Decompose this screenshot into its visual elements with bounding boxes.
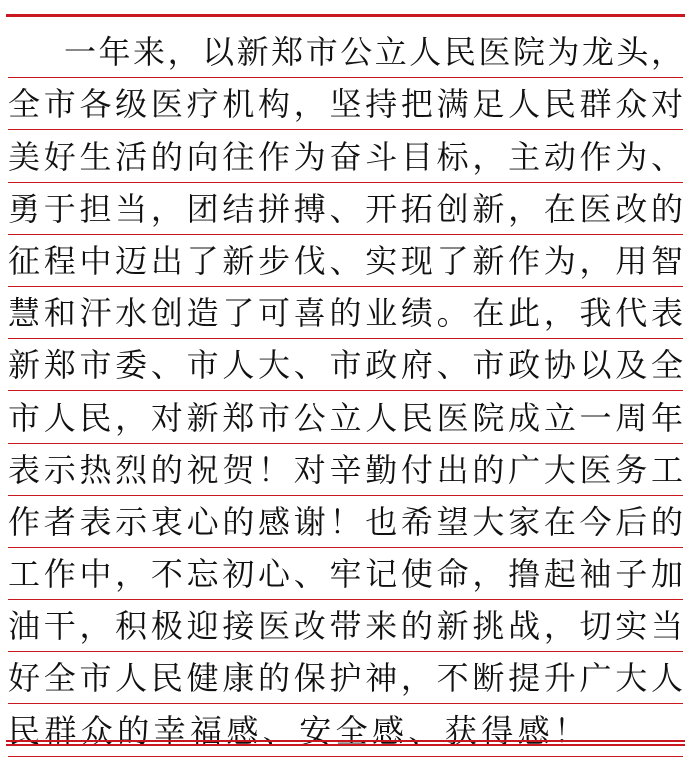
text-line [8,339,683,391]
text-line-content: 慧和汗水创造了可喜的业绩。在此，我代表 [8,294,683,333]
text-line [8,235,683,287]
text-line [8,130,683,182]
text-line-content: 勇于担当，团结拼搏、开拓创新，在医改的 [8,189,683,228]
text-line-content: 工作中，不忘初心、牢记使命，撸起袖子加 [8,555,683,594]
text-line [8,600,683,652]
text-line-content: 征程中迈出了新步伐、实现了新作为，用智 [8,241,683,280]
text-line-content: 市人民，对新郑市公立人民医院成立一周年 [8,398,683,437]
text-line-content: 油干，积极迎接医改带来的新挑战，切实当 [8,607,683,646]
text-line [8,704,683,756]
text-line-content: 作者表示衷心的感谢！也希望大家在今后的 [8,502,683,541]
top-rule [6,14,685,17]
text-line-content: 表示热烈的祝贺！对辛勤付出的广大医务工 [8,450,683,489]
text-line [8,496,683,548]
text-line-content: 美好生活的向往作为奋斗目标，主动作为、 [8,137,683,176]
text-line-content: 一年来，以新郑市公立人民医院为龙头， [64,33,683,72]
text-line [8,78,683,130]
text-line-content: 民群众的幸福感、安全感、获得感！ [8,711,591,750]
text-line [8,652,683,704]
bottom-double-rule [6,740,685,746]
article-body [8,26,683,757]
text-line [8,548,683,600]
text-line [8,183,683,235]
text-line [8,26,683,78]
text-line [8,287,683,339]
text-line [8,444,683,496]
text-line-content: 新郑市委、市人大、市政府、市政协以及全 [8,346,683,385]
text-line [8,391,683,443]
text-line-content: 好全市人民健康的保护神，不断提升广大人 [8,659,683,698]
text-line-content: 全市各级医疗机构，坚持把满足人民群众对 [8,85,683,124]
